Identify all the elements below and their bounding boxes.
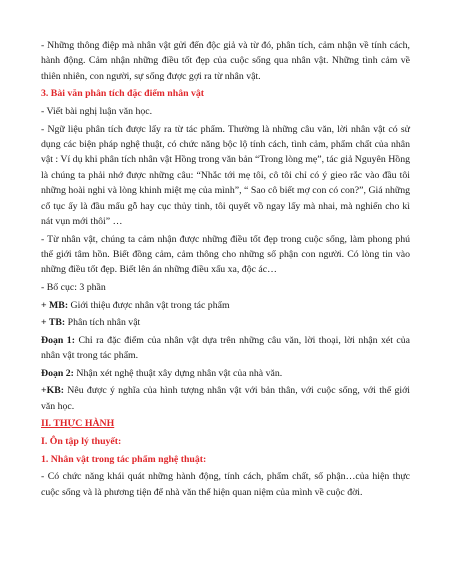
doan-1-label: Đoạn 1:: [41, 334, 75, 346]
paragraph-layout: - Bố cục: 3 phần: [41, 282, 106, 294]
tb-label: + TB:: [41, 317, 66, 329]
mb-text: Giới thiệu được nhân vật trong tác phẩm: [68, 299, 230, 311]
mb-label: + MB:: [41, 299, 69, 311]
heading-character-in-work: 1. Nhân vật trong tác phẩm nghệ thuật:: [41, 453, 207, 465]
doan-2-label: Đoạn 2:: [41, 367, 74, 379]
heading-theory-review: I. Ôn tập lý thuyết:: [41, 436, 122, 447]
heading-essay-analysis: 3. Bài văn phân tích đặc điểm nhân vật: [41, 88, 205, 100]
kb-label: +KB:: [41, 385, 64, 397]
paragraph-feelings: - Từ nhân vật, chúng ta cảm nhận được những điều tốt đẹp trong cuộc sống, làm phong phú thế giới tâm hồn. Biết đồng cảm, cảm thông cho những số phận con người. Có lòng tin vào những điều tốt đẹp. Biết lên án những điều xấu xa, độc ác…: [41, 233, 410, 276]
paragraph-mb: [41, 298, 410, 313]
doan-1-text: Chỉ ra đặc điểm của nhân vật dựa trên những câu văn, lời thoại, lời nhận xét của nhân vật trong tác phẩm.: [41, 334, 410, 362]
paragraph-messages: - Những thông điệp mà nhân vật gửi đến độc giả và từ đó, phân tích, cảm nhận về tính cách, hành động. Cảm nhận những điều tốt đẹp của cuộc sống qua nhân vật. Những tình cảm về thiên nhiên, con người, sự sống được gợi ra từ nhân vật.: [41, 40, 410, 82]
paragraph-material: - Ngữ liệu phân tích được lấy ra từ tác phẩm. Thường là những câu văn, lời nhân vật có sử dụng các biện pháp nghệ thuật, có chức năng bộc lộ tính cách, tình cảm, phẩm chất của nhân vật : Ví dụ khi phân tích nhân vật Hồng trong văn bản “Trong lòng mẹ”, tác giả Nguyên Hồng là chúng ta phải nhớ được những câu: “Nhắc tới mẹ tôi, cô tôi chỉ có ý gieo rắc vào đầu tôi những hoài nghi và lòng khinh miệt mẹ của mình”, “ Sao cô biết mợ con có con?”, Giá những cổ tục ấy là đầu mẩu gỗ hay cục thủy tinh, tôi quyết vồ ngay lấy mà nhai, mà nghiến cho kì nát vụn mới thôi” …: [41, 123, 410, 228]
paragraph-kb: [41, 383, 410, 414]
paragraph-tb: [41, 315, 410, 330]
tb-text: Phân tích nhân vật: [65, 317, 141, 329]
paragraph-write-essay: - Viết bài nghị luận văn học.: [41, 106, 153, 117]
paragraph-function: - Có chức năng khái quát những hành động, tính cách, phẩm chất, số phận…của hiện thực cuộc sống và là phương tiện để nhà văn thể hiện quan niệm của mình về cuộc đời.: [41, 471, 410, 498]
paragraph-doan-2: [41, 366, 410, 381]
doan-2-text: Nhận xét nghệ thuật xây dựng nhân vật của nhà văn.: [73, 367, 283, 379]
paragraph-doan-1: [41, 333, 410, 364]
kb-text: Nêu được ý nghĩa của hình tượng nhân vật với bản thân, với cuộc sống, với thế giới văn học.: [41, 385, 410, 412]
heading-practice: II. THỰC HÀNH: [41, 418, 115, 430]
